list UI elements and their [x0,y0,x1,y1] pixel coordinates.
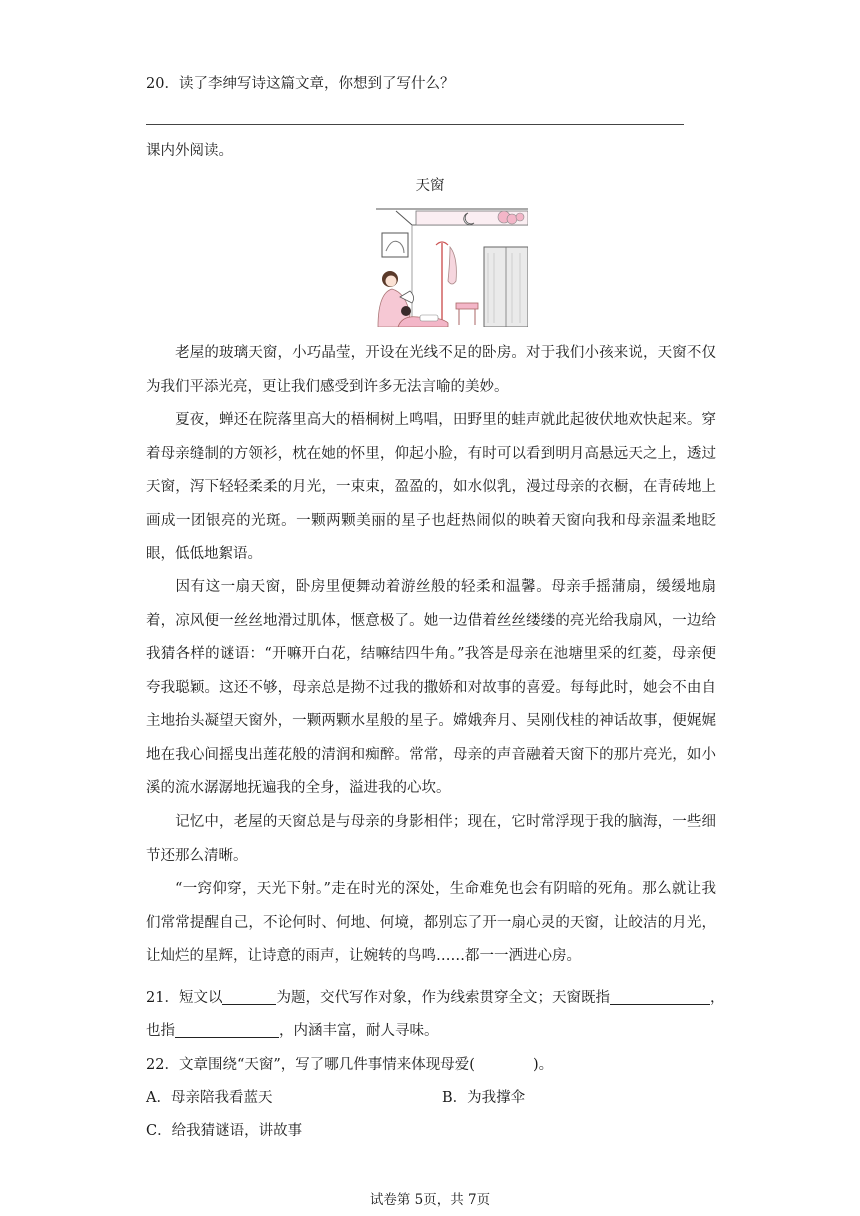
blank-21-first-meaning[interactable] [610,988,710,1005]
question-21-line-1: 21．短文以 为题，交代写作对象，作为线索贯穿全文；天窗既指 ， [146,990,725,1006]
blank-21-second-meaning[interactable] [175,1021,279,1038]
option-b[interactable]: B．为我撑伞 [442,1090,526,1106]
blank-21-title[interactable] [222,988,276,1005]
option-c[interactable]: C．给我猜谜语，讲故事 [146,1123,303,1139]
illustration-mother-child-skylight [376,207,528,327]
article-title: 天窗 [415,178,445,194]
article-paragraph-5: “一窍仰穿，天光下射。”走在时光的深处，生命难免也会有阴暗的死角。那么就让我们常常提醒自己，不论何时、何地、何境，都别忘了开一扇心灵的天窗，让皎洁的月光，让灿烂的星辉，让诗意的雨声，让婉转的鸟鸣……都一一洒进心房。 [146,881,716,964]
article-paragraph-1: 老屋的玻璃天窗，小巧晶莹，开设在光线不足的卧房。对于我们小孩来说，天窗不仅为我们平添光亮，更让我们感受到许多无法言喻的美妙。 [146,345,716,395]
question-21-line-2: 也指 ，内涵丰富，耐人寻味。 [146,1023,439,1039]
article-paragraph-3: 因有这一扇天窗，卧房里便舞动着游丝般的轻柔和温馨。母亲手摇蒲扇，缓缓地扇着，凉风便一丝丝地滑过肌体，惬意极了。她一边借着丝丝缕缕的亮光给我扇风，一边给我猜各样的谜语：“开嘛开白花，结嘛结四牛角。”我答是母亲在池塘里采的红菱，母亲便夸我聪颖。这还不够，母亲总是拗不过我的撒娇和对故事的喜爱。每每此时，她会不由自主地抬头凝望天窗外，一颗两颗水星般的星子。嫦娥奔月、吴刚伐桂的神话故事，便娓娓地在我心间摇曳出莲花般的清润和痴醉。常常，母亲的声音融着天窗下的那片亮光，如小溪的流水潺潺地抚遍我的全身，溢进我的心坎。 [146,579,716,796]
article-paragraph-4: 记忆中，老屋的天窗总是与母亲的身影相伴；现在，它时常浮现于我的脑海，一些细节还那么清晰。 [146,814,716,864]
answer-line-20[interactable] [146,124,684,125]
article-paragraph-2: 夏夜，蝉还在院落里高大的梧桐树上鸣唱，田野里的蛙声就此起彼伏地欢快起来。穿着母亲缝制的方领衫，枕在她的怀里，仰起小脸，有时可以看到明月高悬远天之上，透过天窗，泻下轻轻柔柔的月光，一束束，盈盈的，如水似乳，漫过母亲的衣橱，在青砖地上画成一团银亮的光斑。一颗两颗美丽的星子也赶热闹似的映着天窗向我和母亲温柔地眨眼，低低地絮语。 [146,412,716,562]
question-22: 22．文章围绕“天窗”，写了哪几件事情来体现母爱( )。 [146,1057,554,1073]
option-a[interactable]: A．母亲陪我看蓝天 [146,1090,273,1106]
page-footer: 试卷第 5页，共 7页 [369,1192,491,1208]
question-20: 20．读了李绅写诗这篇文章，你想到了写什么？ [146,76,455,92]
section-heading: 课内外阅读。 [146,143,233,159]
